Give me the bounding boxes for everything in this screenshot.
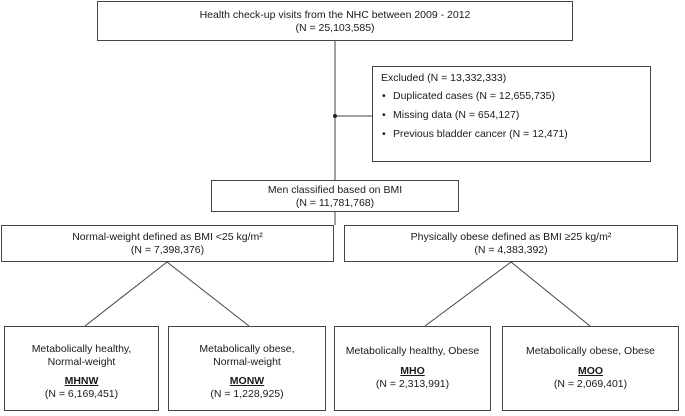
connector-normal-to-monw <box>167 262 249 326</box>
mhnw-abbreviation: MHNW <box>64 375 99 387</box>
bmi-classification-title: Men classified based on BMI <box>267 184 403 196</box>
connector-obese-to-moo <box>511 262 590 326</box>
mhnw-count: (N = 6,169,451) <box>44 388 119 400</box>
excluded-item-missing-data: • Missing data (N = 654,127) <box>381 109 650 122</box>
bmi-classification-box <box>211 180 459 212</box>
moo-box <box>502 326 679 411</box>
obese-box <box>344 225 678 262</box>
junction-dot <box>333 114 337 118</box>
health-checkup-box <box>97 1 573 41</box>
normal-weight-count: (N = 7,398,376) <box>130 244 205 256</box>
monw-abbreviation: MONW <box>229 375 265 387</box>
connector-obese-to-mho <box>425 262 511 326</box>
connector-normal-to-mhnw <box>85 262 167 326</box>
mhnw-box <box>4 326 159 411</box>
normal-weight-box <box>1 225 334 262</box>
monw-box <box>168 326 326 411</box>
obese-count: (N = 4,383,392) <box>474 244 548 256</box>
excluded-list <box>381 90 650 141</box>
excluded-box <box>372 66 651 162</box>
health-checkup-count: (N = 25,103,585) <box>295 22 375 34</box>
monw-label-line1: Metabolically obese, <box>199 343 295 355</box>
obese-title: Physically obese defined as BMI ≥25 kg/m² <box>410 231 612 243</box>
excluded-item-duplicated: • Duplicated cases (N = 12,655,735) <box>381 90 650 103</box>
normal-weight-title: Normal-weight defined as BMI <25 kg/m² <box>72 231 263 243</box>
mho-count: (N = 2,313,991) <box>375 378 450 390</box>
monw-count: (N = 1,228,925) <box>210 388 284 400</box>
mho-label: Metabolically healthy, Obese <box>345 345 480 357</box>
mhnw-label-line1: Metabolically healthy, <box>31 343 132 355</box>
moo-label: Metabolically obese, Obese <box>526 345 655 357</box>
moo-abbreviation: MOO <box>577 365 604 377</box>
moo-count: (N = 2,069,401) <box>553 378 628 390</box>
mho-box <box>334 326 491 411</box>
excluded-title: Excluded (N = 13,332,333) <box>381 72 507 84</box>
mhnw-label-line2: Normal-weight <box>47 356 116 368</box>
health-checkup-title: Health check-up visits from the NHC between 2009 - 2012 <box>199 9 471 21</box>
bmi-classification-count: (N = 11,781,768) <box>295 197 375 209</box>
mho-abbreviation: MHO <box>400 365 425 377</box>
monw-label-line2: Normal-weight <box>213 356 281 368</box>
excluded-item-previous-bladder-cancer: • Previous bladder cancer (N = 12,471) <box>381 128 650 141</box>
